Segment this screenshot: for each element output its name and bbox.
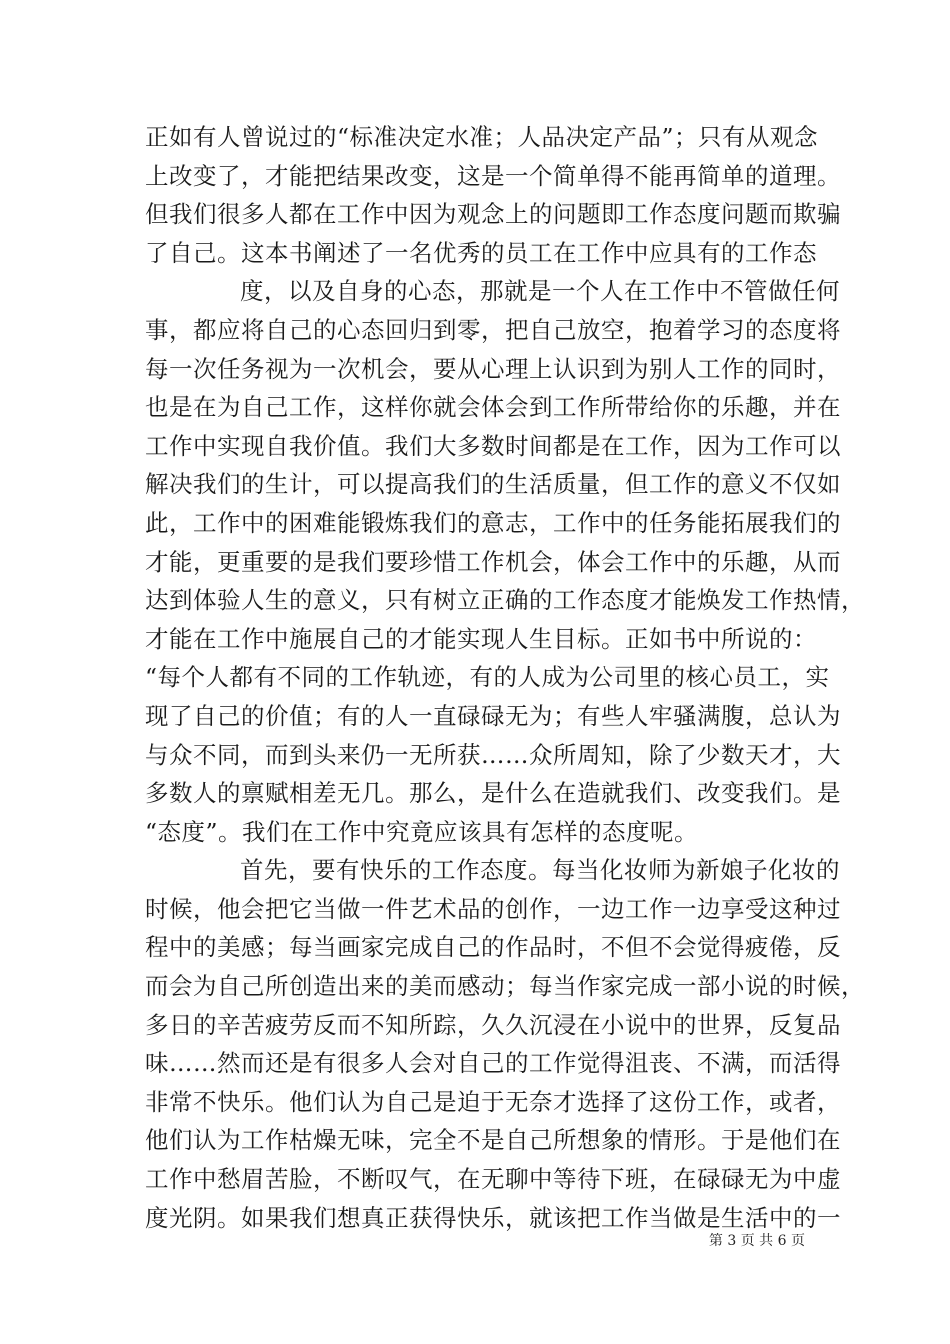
text-line: 非常不快乐。他们认为自己是迫于无奈才选择了这份工作，或者，	[145, 1087, 841, 1116]
text-line: 工作中实现自我价值。我们大多数时间都是在工作，因为工作可以	[145, 431, 841, 460]
text-line: 他们认为工作枯燥无味，完全不是自己所想象的情形。于是他们在	[145, 1126, 841, 1155]
text-line: 了自己。这本书阐述了一名优秀的员工在工作中应具有的工作态	[145, 238, 817, 267]
text-line: 度，以及自身的心态，那就是一个人在工作中不管做任何	[240, 277, 840, 306]
text-line: 时候，他会把它当做一件艺术品的创作，一边工作一边享受这种过	[145, 894, 841, 923]
text-line: 此，工作中的困难能锻炼我们的意志，工作中的任务能拓展我们的	[145, 508, 841, 537]
text-line: 与众不同，而到头来仍一无所获……众所周知，除了少数天才，大	[145, 740, 841, 769]
text-line: 首先，要有快乐的工作态度。每当化妆师为新娘子化妆的	[240, 856, 840, 885]
text-line: 工作中愁眉苦脸，不断叹气，在无聊中等待下班，在碌碌无为中虚	[145, 1165, 841, 1194]
text-line: “态度”。我们在工作中究竟应该具有怎样的态度呢。	[145, 817, 699, 846]
body-text	[145, 118, 865, 1237]
text-line: 多日的辛苦疲劳反而不知所踪，久久沉浸在小说中的世界，反复品	[145, 1010, 841, 1039]
text-line: 度光阴。如果我们想真正获得快乐，就该把工作当做是生活中的一	[145, 1203, 841, 1232]
text-line: 上改变了，才能把结果改变，这是一个简单得不能再简单的道理。	[145, 161, 841, 190]
text-line: 多数人的禀赋相差无几。那么，是什么在造就我们、改变我们。是	[145, 779, 841, 808]
text-line: 现了自己的价值；有的人一直碌碌无为；有些人牢骚满腹，总认为	[145, 701, 841, 730]
text-line: 程中的美感；每当画家完成自己的作品时，不但不会觉得疲倦，反	[145, 933, 841, 962]
text-line: 达到体验人生的意义，只有树立正确的工作态度才能焕发工作热情，	[145, 586, 865, 615]
text-line: 解决我们的生计，可以提高我们的生活质量，但工作的意义不仅如	[145, 470, 841, 499]
text-line: 而会为自己所创造出来的美而感动；每当作家完成一部小说的时候，	[145, 972, 865, 1001]
text-line: 事，都应将自己的心态回归到零，把自己放空，抱着学习的态度将	[145, 315, 841, 344]
text-line: 每一次任务视为一次机会，要从心理上认识到为别人工作的同时，	[145, 354, 841, 383]
text-line: 也是在为自己工作，这样你就会体会到工作所带给你的乐趣，并在	[145, 393, 841, 422]
text-line: 味……然而还是有很多人会对自己的工作觉得沮丧、不满，而活得	[145, 1049, 841, 1078]
text-line: “每个人都有不同的工作轨迹，有的人成为公司里的核心员工，实	[145, 663, 830, 692]
text-line: 但我们很多人都在工作中因为观念上的问题即工作态度问题而欺骗	[145, 200, 841, 229]
text-line: 才能在工作中施展自己的才能实现人生目标。正如书中所说的：	[145, 624, 817, 653]
page-number-footer: 第 3 页 共 6 页	[708, 1233, 805, 1249]
text-line: 才能，更重要的是我们要珍惜工作机会，体会工作中的乐趣，从而	[145, 547, 841, 576]
text-line: 正如有人曾说过的“标准决定水准；人品决定产品”；只有从观念	[145, 123, 819, 151]
